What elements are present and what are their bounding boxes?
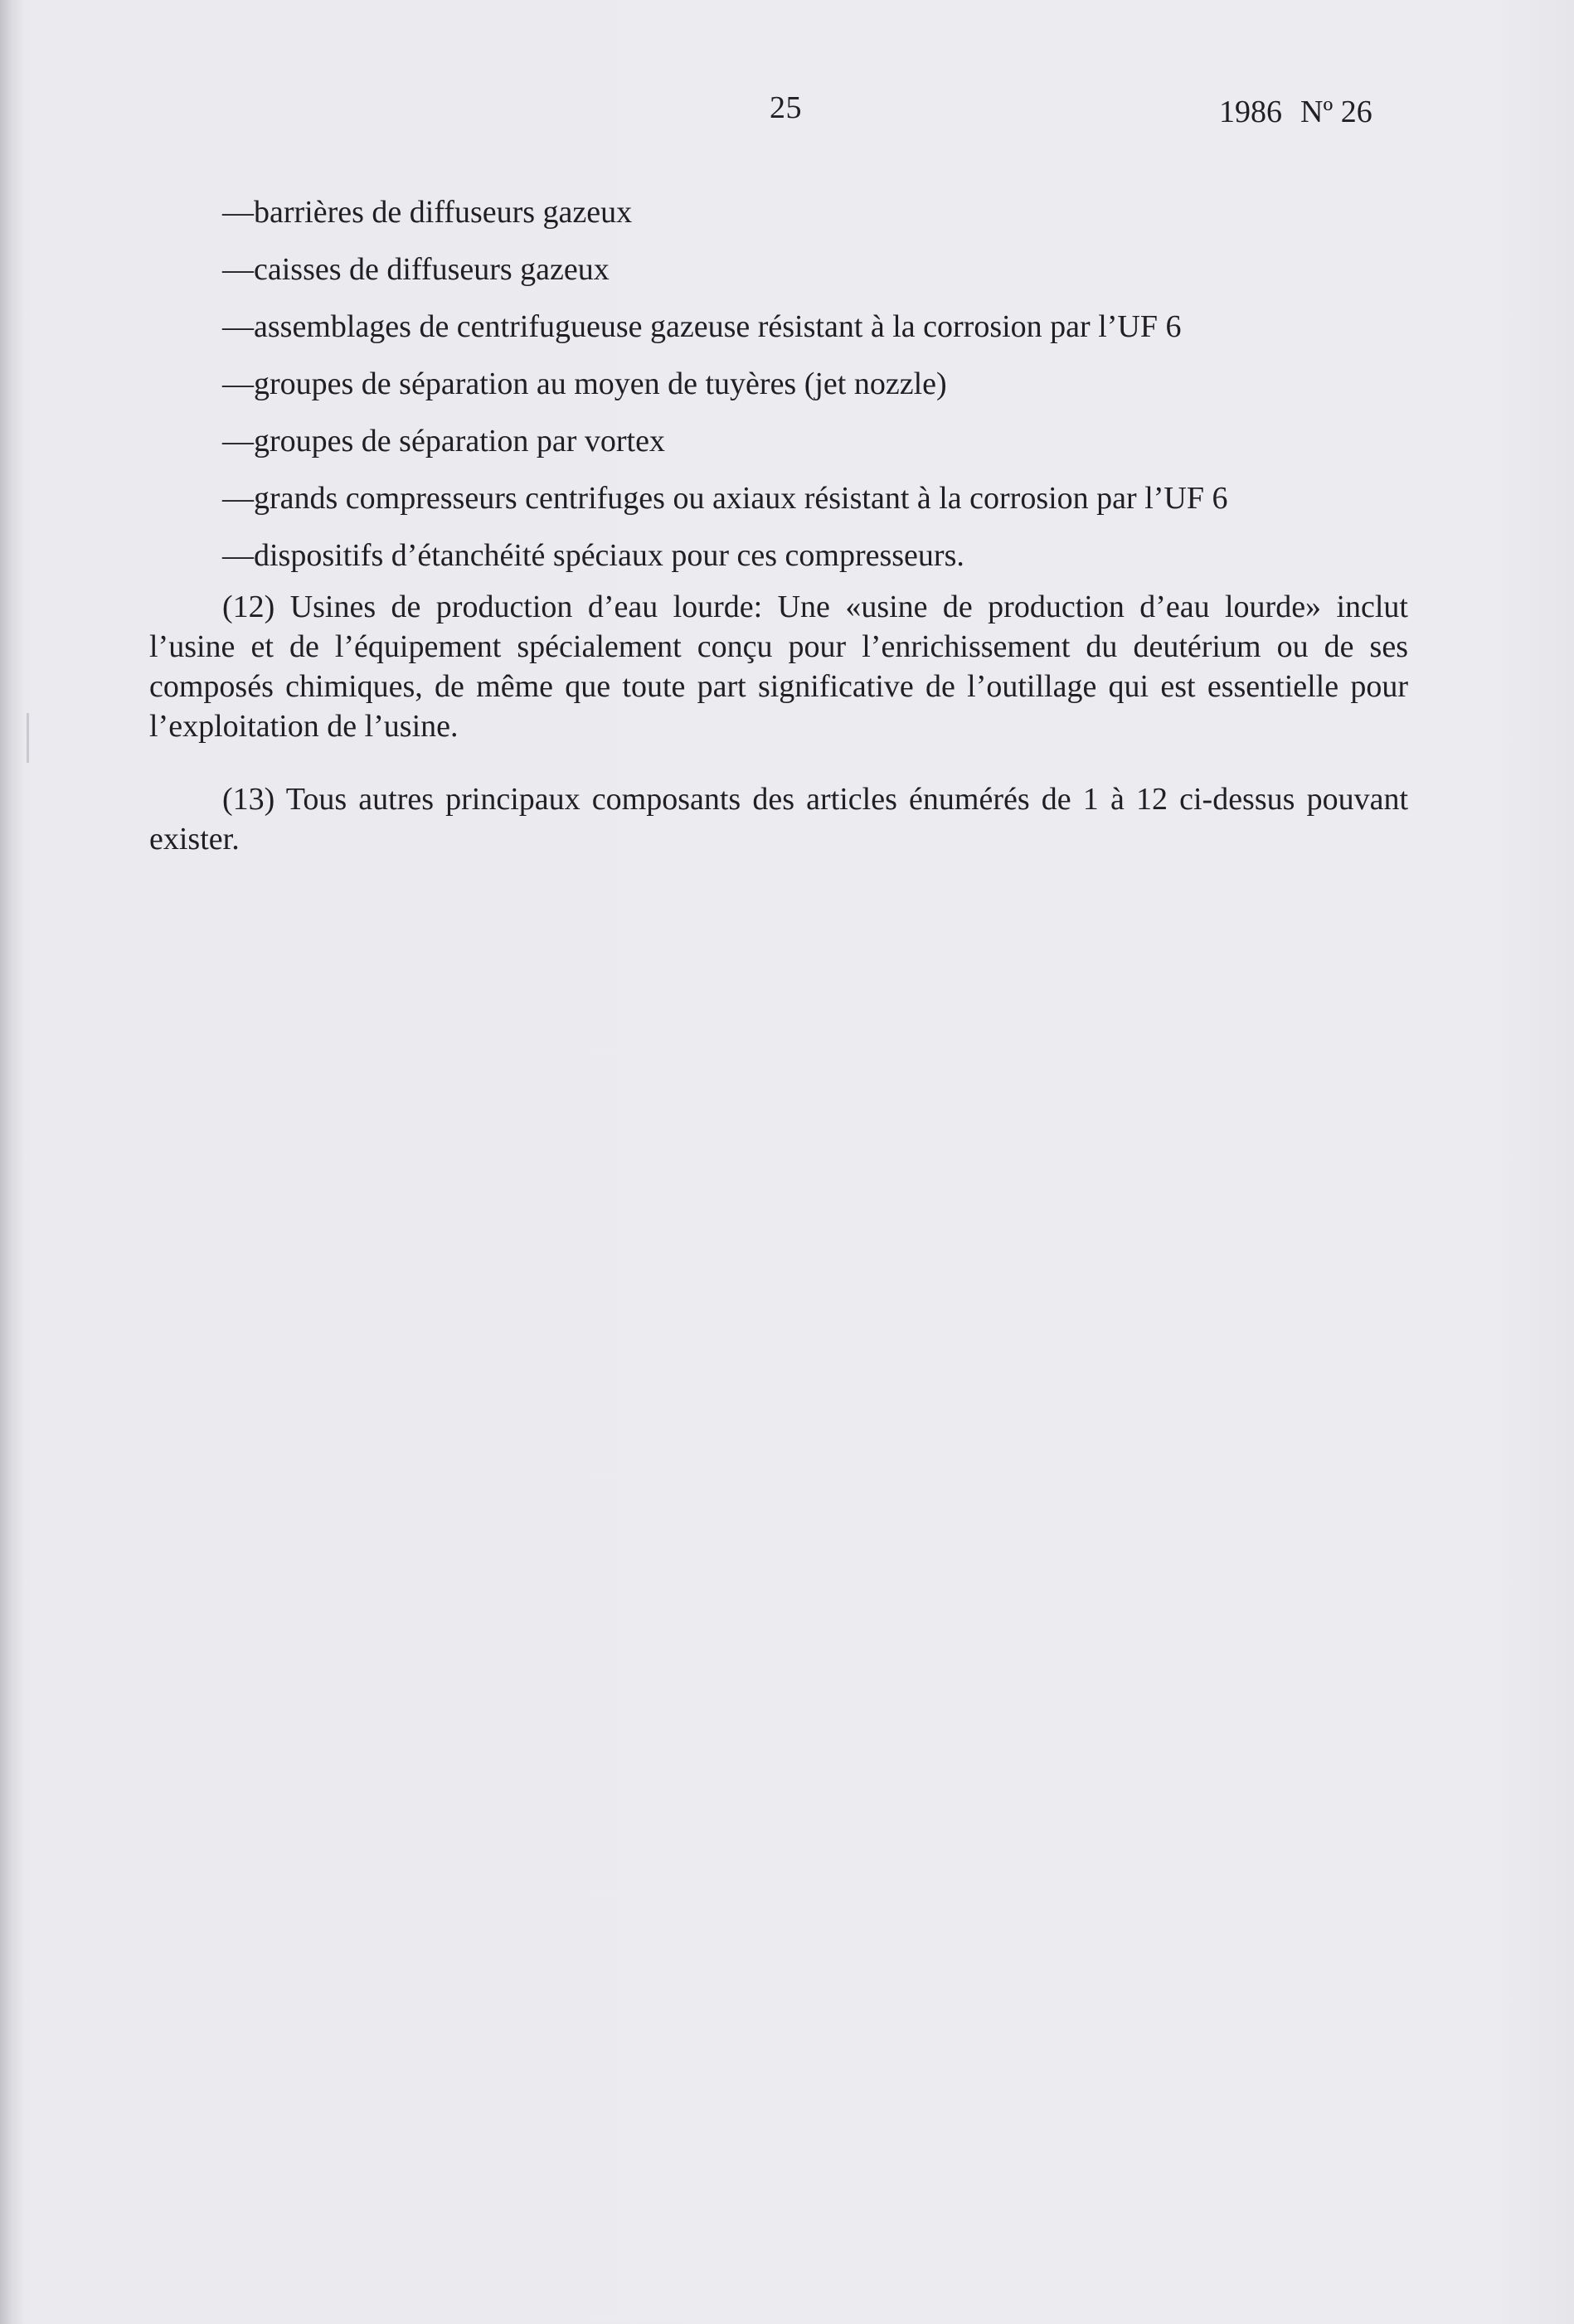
paragraph-12: (12) Usines de production d’eau lourde: Une «usine de production d’eau lourde» inclut l’usine et de l’équipement spécialement conçu pour l’enrichissement du deutérium ou de ses composés chimiques, de même que toute part significative de l’outillage qui est essentielle pour l’exploitation de l’usine. <box>149 589 1408 744</box>
binding-mark <box>27 713 29 763</box>
binding-shadow <box>0 0 25 2324</box>
list-item: —grands compresseurs centrifuges ou axiaux résistant à la corrosion par l’UF 6 <box>222 481 1228 516</box>
page-number: 25 <box>770 90 802 125</box>
paragraph-13: (13) Tous autres principaux composants des articles énumérés de 1 à 12 ci-dessus pouvant exister. <box>149 782 1408 856</box>
list-item: —groupes de séparation par vortex <box>222 424 665 458</box>
list-item: —barrières de diffuseurs gazeux <box>222 195 633 230</box>
list-item: —dispositifs d’étanchéité spéciaux pour ces compresseurs. <box>222 538 964 573</box>
issue-year: 1986 <box>1219 95 1282 129</box>
component-list <box>222 184 1425 585</box>
list-item: —assemblages de centrifugueuse gazeuse résistant à la corrosion par l’UF 6 <box>222 309 1182 344</box>
list-item: —groupes de séparation au moyen de tuyères (jet nozzle) <box>222 366 947 401</box>
issue-number: Nº 26 <box>1300 95 1372 129</box>
issue-label <box>1219 94 1372 130</box>
list-item: —caisses de diffuseurs gazeux <box>222 252 610 287</box>
